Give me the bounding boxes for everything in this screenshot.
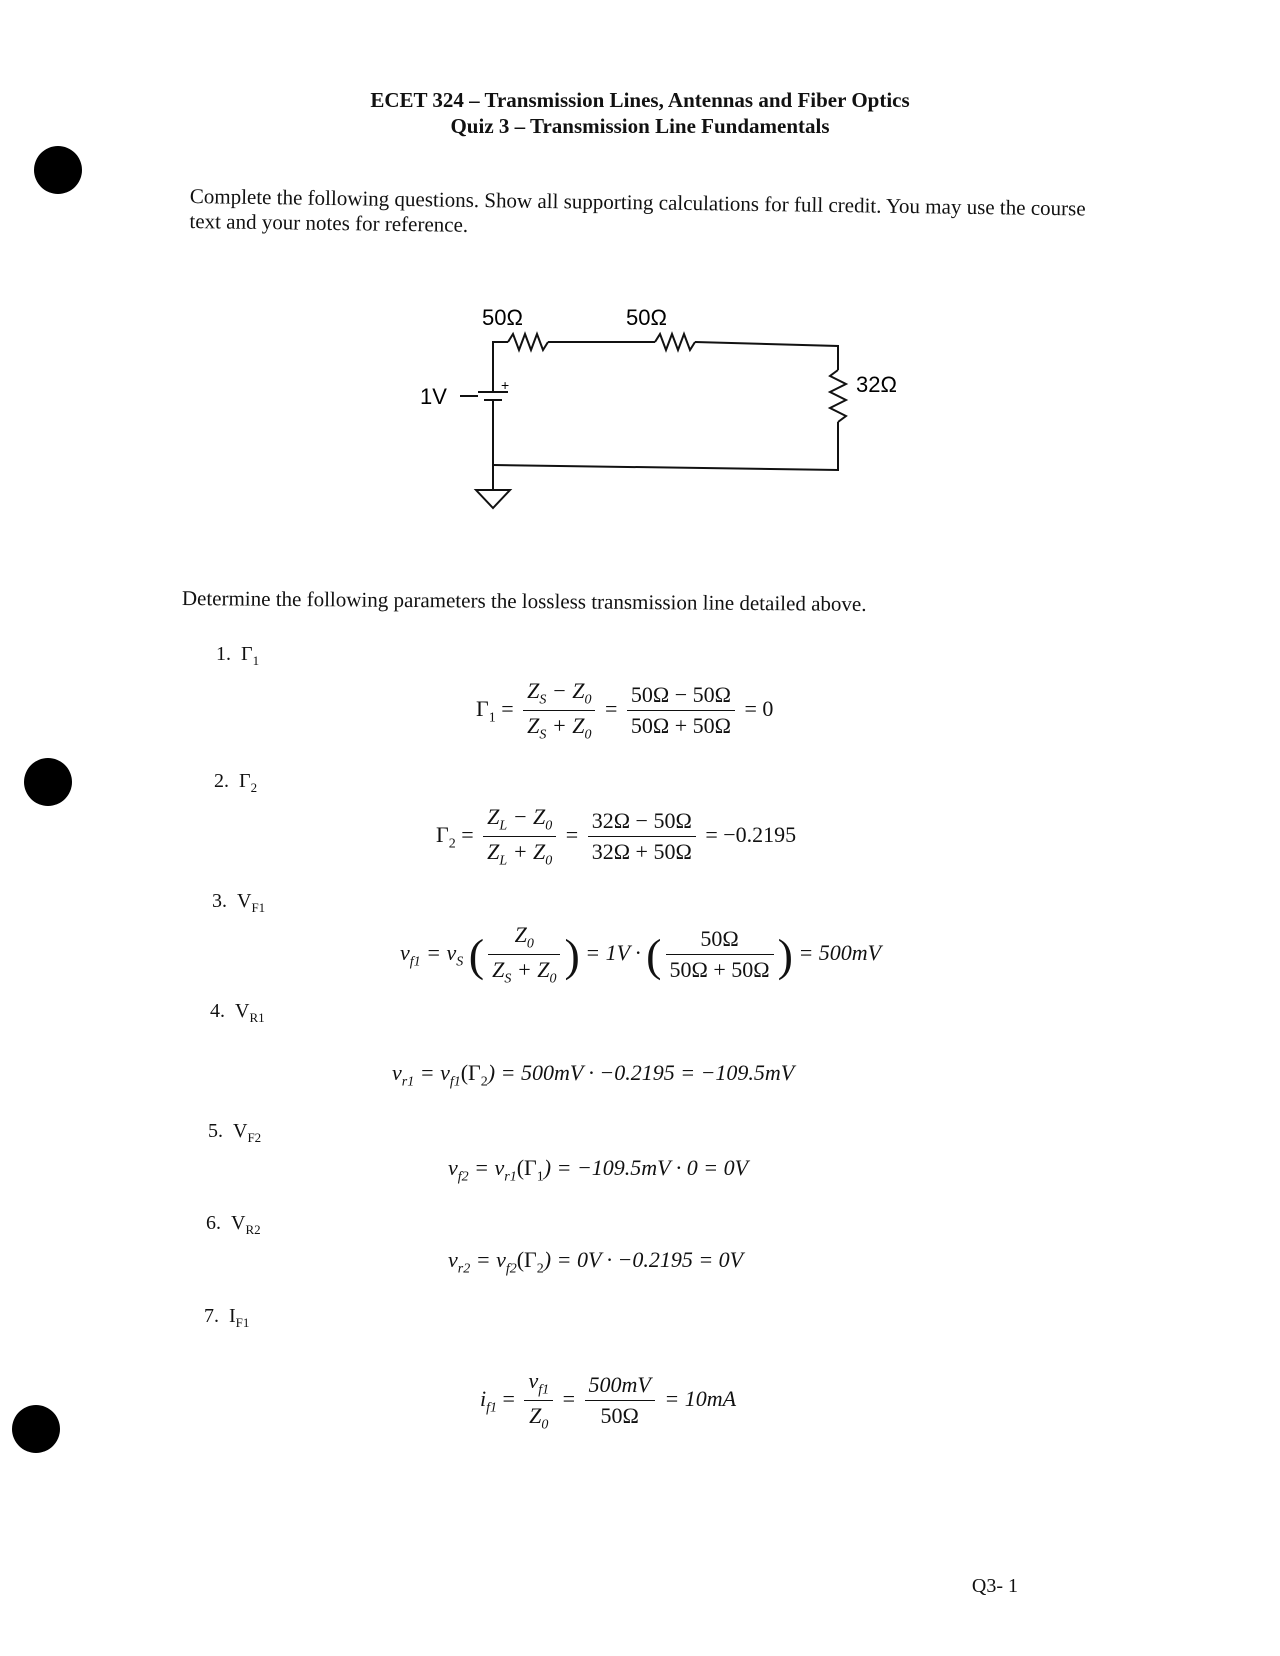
course-title: ECET 324 – Transmission Lines, Antennas and Fiber Optics bbox=[370, 88, 910, 112]
punch-hole-top bbox=[34, 146, 82, 194]
question-number: 6. bbox=[206, 1212, 221, 1234]
source-label: 1V bbox=[420, 384, 447, 409]
question-number: 5. bbox=[208, 1120, 223, 1142]
wire-top-right bbox=[695, 342, 838, 370]
question-number: 4. bbox=[210, 1000, 225, 1022]
quiz-title: Quiz 3 – Transmission Line Fundamentals bbox=[450, 114, 830, 138]
question-3: 3. $V_{F1}$ bbox=[212, 890, 266, 915]
punch-hole-middle bbox=[24, 758, 72, 806]
polarity-plus: + bbox=[501, 377, 510, 393]
r2-label: 50Ω bbox=[626, 305, 667, 330]
question-6: 6. $V_{R2}$ bbox=[206, 1212, 261, 1237]
ground-symbol bbox=[476, 490, 510, 508]
parameters-prompt: Determine the following parameters the lossless transmission line detailed above. bbox=[181, 586, 867, 616]
equation-gamma2: $\Gamma_2$ = $\frac{Z_L - Z_0}{Z_L + Z_0}$ = $\frac{32\Omega - 50\Omega}{32\Omega + 50\Omega}$ = −0.2195 bbox=[436, 804, 797, 869]
question-7: 7. $I_{F1}$ bbox=[204, 1305, 250, 1330]
question-5: 5. $V_{F2}$ bbox=[208, 1120, 262, 1145]
equation-vf2: $v_{f2} = v_{r1}(\Gamma_1) = -109.5mV \cdot 0 = 0V$ bbox=[448, 1155, 749, 1185]
question-2: 2. $\Gamma_2$ bbox=[214, 770, 258, 795]
equation-if1: $i_{f1}$ = $\frac{v_{f1}}{Z_0}$ = $\frac{500mV}{50\Omega}$ = 10mA bbox=[480, 1368, 737, 1433]
question-number: 2. bbox=[214, 770, 229, 792]
wire-top-left bbox=[493, 342, 508, 380]
circuit-diagram bbox=[420, 300, 897, 530]
question-number: 1. bbox=[216, 643, 231, 665]
question-number: 3. bbox=[212, 890, 227, 912]
resistor-r1-zigzag bbox=[508, 334, 548, 350]
equation-vf1: $v_{f1} = v_S$ ( $\frac{Z_0}{Z_S + Z_0}$ ) = 1V · ( $\frac{50\Omega}{50\Omega + 50\Omega}$ ) = 500mV bbox=[400, 922, 882, 987]
resistor-r2-zigzag bbox=[655, 334, 695, 350]
instructions: Complete the following questions. Show all supporting calculations for full credit. You may use the course text and your notes for reference. bbox=[189, 184, 1086, 237]
wire-right-bottom bbox=[493, 422, 838, 470]
equation-gamma1: $\Gamma_1$ = $\frac{Z_S - Z_0}{Z_S + Z_0}$ = $\frac{50\Omega - 50\Omega}{50\Omega + 50\Omega}$ = 0 bbox=[476, 678, 774, 743]
question-4: 4. $V_{R1}$ bbox=[210, 1000, 265, 1025]
r1-label: 50Ω bbox=[482, 305, 523, 330]
equation-vr1: $v_{r1} = v_{f1}(\Gamma_2) = 500mV \cdot -0.2195 = -109.5mV$ bbox=[392, 1060, 795, 1090]
rl-label: 32Ω bbox=[856, 372, 897, 397]
question-1: 1. $\Gamma_1$ bbox=[216, 643, 260, 668]
question-number: 7. bbox=[204, 1305, 219, 1327]
page-number: Q3- 1 bbox=[971, 1575, 1018, 1597]
equation-vr2: $v_{r2} = v_{f2}(\Gamma_2) = 0V \cdot -0.2195 = 0V$ bbox=[448, 1247, 744, 1277]
resistor-rl-zigzag bbox=[830, 370, 846, 422]
punch-hole-bottom bbox=[12, 1405, 60, 1453]
